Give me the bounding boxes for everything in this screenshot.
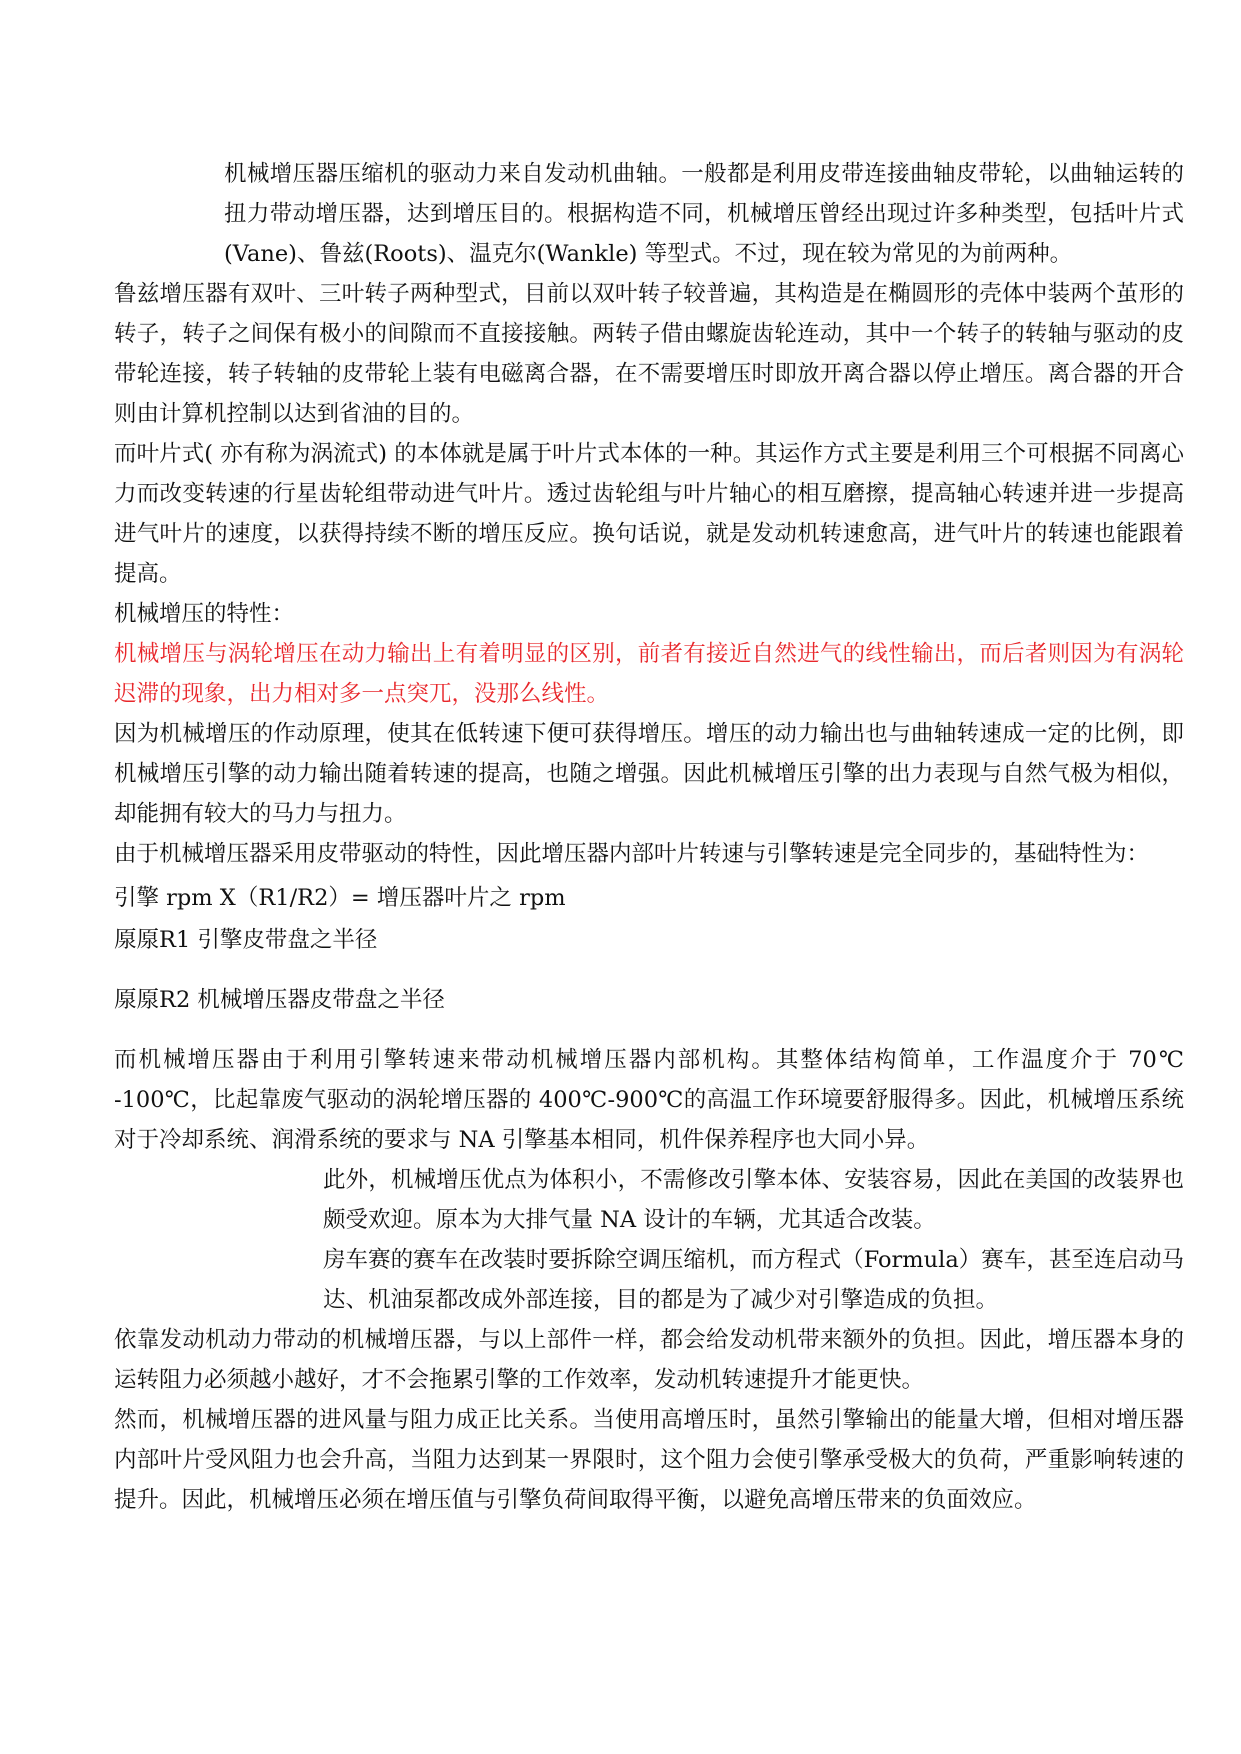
paragraph-drive-source: 机械增压器压缩机的驱动力来自发动机曲轴。一般都是利用皮带连接曲轴皮带轮，以曲轴运转的扭力带动增压器，达到增压目的。根据构造不同，机械增压曾经出现过许多种类型，包括叶片式(Vane)、鲁兹(Roots)、温克尔(Wankle) 等型式。不过，现在较为常见的为前两种。 <box>224 161 1184 267</box>
paragraph-advantages: 此外，机械增压优点为体积小，不需修改引擎本体、安装容易，因此在美国的改装界也颇受欢迎。原本为大排气量 NA 设计的车辆，尤其适合改装。 <box>323 1167 1184 1233</box>
paragraph-airflow-resistance: 然而，机械增压器的进风量与阻力成正比关系。当使用高增压时，虽然引擎输出的能量大增，但相对增压器内部叶片受风阻力也会升高，当阻力达到某一界限时，这个阻力会使引擎承受极大的负荷，严重影响转速的提升。因此，机械增压必须在增压值与引擎负荷间取得平衡，以避免高增压带来的负面效应。 <box>114 1407 1184 1513</box>
definition-r1: 厡厡R1 引擎皮带盘之半径 <box>114 927 378 953</box>
paragraph-vane-supercharger: 而叶片式( 亦有称为涡流式) 的本体就是属于叶片式本体的一种。其运作方式主要是利用三个可根据不同离心力而改变转速的行星齿轮组带动进气叶片。透过齿轮组与叶片轴心的相互磨擦，提高轴心转速并进一步提高进气叶片的速度，以获得持续不断的增压反应。换句话说，就是发动机转速愈高，进气叶片的转速也能跟着提高。 <box>114 441 1184 587</box>
document-body <box>114 154 1184 1520</box>
paragraph-characteristics-heading: 机械增压的特性： <box>114 601 295 627</box>
paragraph-engine-load: 依靠发动机动力带动的机械增压器，与以上部件一样，都会给发动机带来额外的负担。因此，增压器本身的运转阻力必须越小越好，才不会拖累引擎的工作效率，发动机转速提升才能更快。 <box>114 1327 1184 1393</box>
paragraph-highlight-comparison: 机械增压与涡轮增压在动力输出上有着明显的区别，前者有接近自然进气的线性输出，而后者则因为有涡轮迟滞的现象，出力相对多一点突兀，没那么线性。 <box>114 641 1184 707</box>
formula-rpm: 引擎 rpm X（R1/R2）= 增压器叶片之 rpm <box>114 885 566 911</box>
definition-r2: 厡厡R2 机械增压器皮带盘之半径 <box>114 987 445 1013</box>
paragraph-roots-supercharger: 鲁兹增压器有双叶、三叶转子两种型式，目前以双叶转子较普遍，其构造是在椭圆形的壳体中装两个茧形的转子，转子之间保有极小的间隙而不直接接触。两转子借由螺旋齿轮连动，其中一个转子的转轴与驱动的皮带轮连接，转子转轴的皮带轮上装有电磁离合器，在不需要增压时即放开离合器以停止增压。离合器的开合则由计算机控制以达到省油的目的。 <box>114 281 1184 427</box>
paragraph-low-rpm-boost: 因为机械增压的作动原理，使其在低转速下便可获得增压。增压的动力输出也与曲轴转速成一定的比例，即机械增压引擎的动力输出随着转速的提高，也随之增强。因此机械增压引擎的出力表现与自然气极为相似，却能拥有较大的马力与扭力。 <box>114 721 1184 827</box>
paragraph-race-cars: 房车赛的赛车在改装时要拆除空调压缩机，而方程式（Formula）赛车，甚至连启动马达、机油泵都改成外部连接，目的都是为了减少对引擎造成的负担。 <box>323 1247 1184 1313</box>
paragraph-belt-drive: 由于机械增压器采用皮带驱动的特性，因此增压器内部叶片转速与引擎转速是完全同步的，基础特性为： <box>114 841 1150 867</box>
paragraph-operating-temperature: 而机械增压器由于利用引擎转速来带动机械增压器内部机构。其整体结构简单，工作温度介于 70℃ -100℃，比起靠废气驱动的涡轮增压器的 400℃-900℃的高温工作环境要舒服得多。因此，机械增压系统对于冷却系统、润滑系统的要求与 NA 引擎基本相同，机件保养程序也大同小异。 <box>114 1047 1184 1153</box>
